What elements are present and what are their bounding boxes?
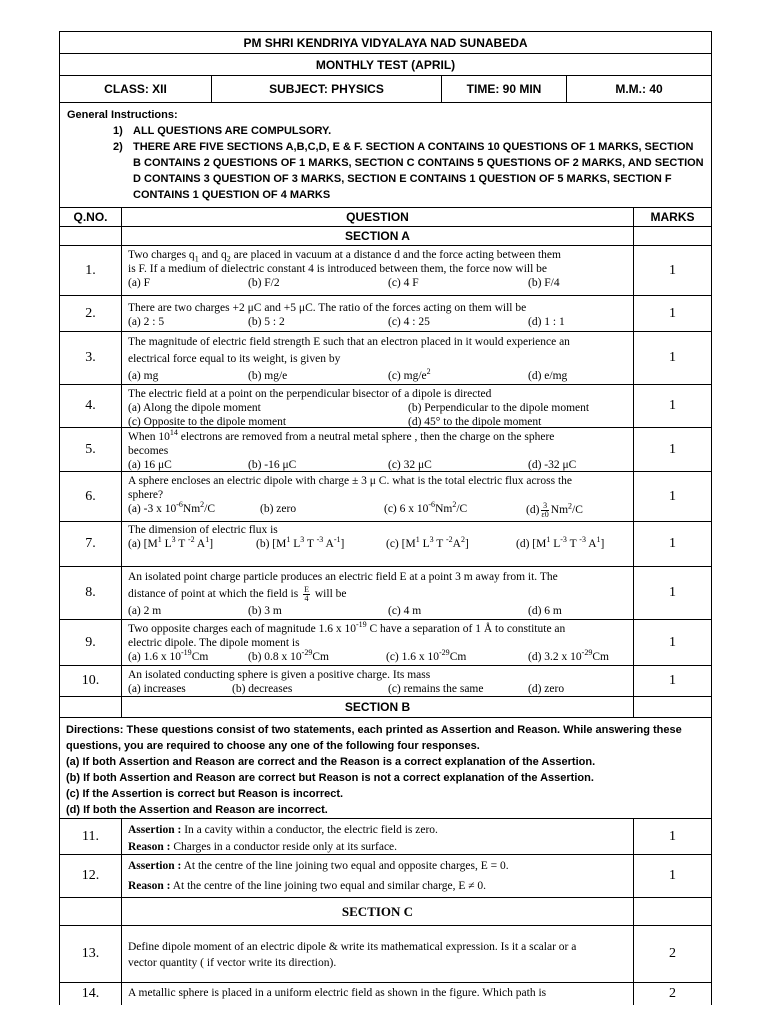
question-row: 5. When $10^{14}$ electrons are removed from a neutral metal sphere , then the charge on the sphere becomes (a) 16 μC (b) -16 μC (c) 32 μC (d) -32 μC 1 <box>60 428 711 472</box>
subject-label: SUBJECT: PHYSICS <box>211 76 441 102</box>
question-row: 6. A sphere encloses an electric dipole with charge ± 3 μ C. what is the total electric flux across the sphere? (a) -3 x $10^{-6}Nm^2/C$ (b) zero (c) 6 x $10^{-6}Nm^2/C$ (d) $\frac{3}{\varepsilon 0}$ Nm$^2$/C 1 <box>60 472 711 522</box>
option: (d) 1 : 1 <box>528 316 565 328</box>
marks-header: MARKS <box>650 209 695 224</box>
question-text: The dimension of electric flux is (a) [$M^1$ $L^3$ T $^{-2}$ $A^1$] (b) [$M^1$ $L^3$ T $^{-3}$ $A^{-1}$] (c) [$M^1$ $L^3$ T $^{-2}A^2$] (d) [$M^1$ $L^{-3}$ T $^{-3}$ $A^1$] <box>122 522 634 566</box>
question-row: 13. Define dipole moment of an electric dipole & write its mathematical expression. Is it a scalar or a vector quantity ( if vector write its direction). 2 <box>60 926 711 983</box>
section-a-header: SECTION A <box>60 227 711 246</box>
header-info-row <box>60 76 711 103</box>
question-row: 2. There are two charges +2 μC and +5 μC. The ratio of the forces acting on them will be (a) 2 : 5 (b) 5 : 2 (c) 4 : 25 (d) 1 : 1 1 <box>60 296 711 332</box>
question-text: Define dipole moment of an electric dipole & write its mathematical expression. Is it a scalar or a vector quantity ( if vector write its direction). <box>122 926 634 982</box>
school-name: PM SHRI KENDRIYA VIDYALAYA NAD SUNABEDA <box>60 32 711 54</box>
question-text: The electric field at a point on the perpendicular bisector of a dipole is directed (a) Along the dipole moment (b) Perpendicular to the dipole moment (c) Opposite to the dipole moment (d) 45° to the dipole moment <box>122 385 634 427</box>
question-text: Assertion : In a cavity within a conductor, the electric field is zero. Reason : Charges in a conductor reside only at its surface. <box>122 819 634 854</box>
test-title: MONTHLY TEST (APRIL) <box>60 54 711 76</box>
question-row: 8. An isolated point charge particle produces an electric field E at a point 3 m away from it. The distance of point at which the field is $\frac{E}{4}$ will be (a) 2 m (b) 3 m (c) 4 m (d) 6 m 1 <box>60 567 711 620</box>
question-header: QUESTION <box>122 208 634 226</box>
question-row: 9. Two opposite charges each of magnitude 1.6 x $10^{-19}$ C have a separation of 1 Å to constitute an electric dipole. The dipole moment is (a) 1.6 x $10^{-19}Cm$ (b) 0.8 x $10^{-29}Cm$ (c) 1.6 x $10^{-29}Cm$ (d) 3.2 x $10^{-29}Cm$ 1 <box>60 620 711 666</box>
question-row: 3. The magnitude of electric field strength E such that an electron placed in it would experience an electrical force equal to its weight, is given by (a) mg (b) mg/e (c) $mg/e^2$ (d) e/mg 1 <box>60 332 711 385</box>
max-marks-label: M.M.: 40 <box>566 76 711 102</box>
section-c-header: SECTION C <box>60 898 711 926</box>
question-text: When $10^{14}$ electrons are removed from a neutral metal sphere , then the charge on the sphere becomes (a) 16 μC (b) -16 μC (c) 32 μC (d) -32 μC <box>122 428 634 471</box>
question-row: 14. A metallic sphere is placed in a uniform electric field as shown in the figure. Which path is 2 <box>60 983 711 1005</box>
question-text: A sphere encloses an electric dipole with charge ± 3 μ C. what is the total electric flux across the sphere? (a) -3 x $10^{-6}Nm^2/C$ (b) zero (c) 6 x $10^{-6}Nm^2/C$ (d) $\frac{3}{\varepsilon 0}$ Nm$^2$/C <box>122 472 634 521</box>
question-row: 1. Two charges $q_1$ and $q_2$ are placed in vacuum at a distance d and the force acting between them is F. If a medium of dielectric constant 4 is introduced between them, the force now will be (a) F (b) F/2 (c) 4 F (b) F/4 1 <box>60 246 711 296</box>
question-row: 12. Assertion : At the centre of the line joining two equal and opposite charges, E = 0. Reason : At the centre of the line joining two equal and similar charge, E ≠ 0. 1 <box>60 855 711 898</box>
question-text: The magnitude of electric field strength E such that an electron placed in it would experience an electrical force equal to its weight, is given by (a) mg (b) mg/e (c) $mg/e^2$ (d) e/mg <box>122 332 634 384</box>
option: (a) 2 : 5 <box>128 316 165 328</box>
instruction-item: 1) ALL QUESTIONS ARE COMPULSORY. <box>113 125 332 137</box>
option: (a) F <box>128 277 151 289</box>
option: (b) F/4 <box>528 277 560 289</box>
qno-header: Q.NO. <box>60 208 122 226</box>
instructions-title: General Instructions: <box>67 109 178 121</box>
general-instructions <box>60 103 711 208</box>
option: (b) F/2 <box>248 277 280 289</box>
option: (b) 5 : 2 <box>248 316 285 328</box>
question-row: 11. Assertion : In a cavity within a conductor, the electric field is zero. Reason : Charges in a conductor reside only at its surface. 1 <box>60 819 711 855</box>
instruction-item: 2) THERE ARE FIVE SECTIONS A,B,C,D, E & F. SECTION A CONTAINS 10 QUESTIONS OF 1 MARKS, SECTION B CONTAINS 2 QUESTIONS OF 1 MARKS, SECTION C CONTAINS 5 QUESTIONS OF 2 MARKS, AND SECTION D CONTAINS 3 QUESTION OF 3 MARKS, SECTION E CONTAINS 1 QUESTION OF 5 MARKS, SECTION F CONTAINS 1 QUESTION OF 4 MARKS <box>113 141 704 201</box>
question-text: A metallic sphere is placed in a uniform electric field as shown in the figure. Which path is <box>122 983 634 1005</box>
question-text: Two charges $q_1$ and $q_2$ are placed in vacuum at a distance d and the force acting between them is F. If a medium of dielectric constant 4 is introduced between them, the force now will be (a) F (b) F/2 (c) 4 F (b) F/4 <box>122 246 634 295</box>
question-text: There are two charges +2 μC and +5 μC. The ratio of the forces acting on them will be (a) 2 : 5 (b) 5 : 2 (c) 4 : 25 (d) 1 : 1 <box>122 296 634 331</box>
column-headers <box>60 208 711 227</box>
question-text: Assertion : At the centre of the line joining two equal and opposite charges, E = 0. Reason : At the centre of the line joining two equal and similar charge, E ≠ 0. <box>122 855 634 897</box>
question-text: An isolated point charge particle produces an electric field E at a point 3 m away from it. The distance of point at which the field is $\frac{E}{4}$ will be (a) 2 m (b) 3 m (c) 4 m (d) 6 m <box>122 567 634 619</box>
time-label: TIME: 90 MIN <box>441 76 566 102</box>
assertion-reason-directions: Directions: These questions consist of two statements, each printed as Assertion and Reason. While answering these questions, you are required to choose any one of the following four responses. (a) If both Assertion and Reason are correct and the Reason is a correct explanation of the Assertion. (b) If both Assertion and Reason are correct but Reason is not a correct explanation of the Assertion. (c) If the Assertion is correct but Reason is incorrect. (d) If both the Assertion and Reason are incorrect. <box>60 718 711 819</box>
question-row: 10. An isolated conducting sphere is given a positive charge. Its mass (a) increases (b) decreases (c) remains the same (d) zero 1 <box>60 666 711 697</box>
question-row: 7. The dimension of electric flux is (a) [$M^1$ $L^3$ T $^{-2}$ $A^1$] (b) [$M^1$ $L^3$ T $^{-3}$ $A^{-1}$] (c) [$M^1$ $L^3$ T $^{-2}A^2$] (d) [$M^1$ $L^{-3}$ T $^{-3}$ $A^1$] 1 <box>60 522 711 567</box>
option: (c) 4 F <box>388 277 419 289</box>
section-b-header: SECTION B <box>60 697 711 718</box>
question-text: An isolated conducting sphere is given a positive charge. Its mass (a) increases (b) decreases (c) remains the same (d) zero <box>122 666 634 696</box>
question-row: 4. The electric field at a point on the perpendicular bisector of a dipole is directed (a) Along the dipole moment (b) Perpendicular to the dipole moment (c) Opposite to the dipole moment (d) 45° to the dipole moment 1 <box>60 385 711 428</box>
class-label: CLASS: XII <box>104 82 167 96</box>
question-paper <box>59 31 712 1005</box>
option: (c) 4 : 25 <box>388 316 430 328</box>
question-text: Two opposite charges each of magnitude 1.6 x $10^{-19}$ C have a separation of 1 Å to constitute an electric dipole. The dipole moment is (a) 1.6 x $10^{-19}Cm$ (b) 0.8 x $10^{-29}Cm$ (c) 1.6 x $10^{-29}Cm$ (d) 3.2 x $10^{-29}Cm$ <box>122 620 634 665</box>
